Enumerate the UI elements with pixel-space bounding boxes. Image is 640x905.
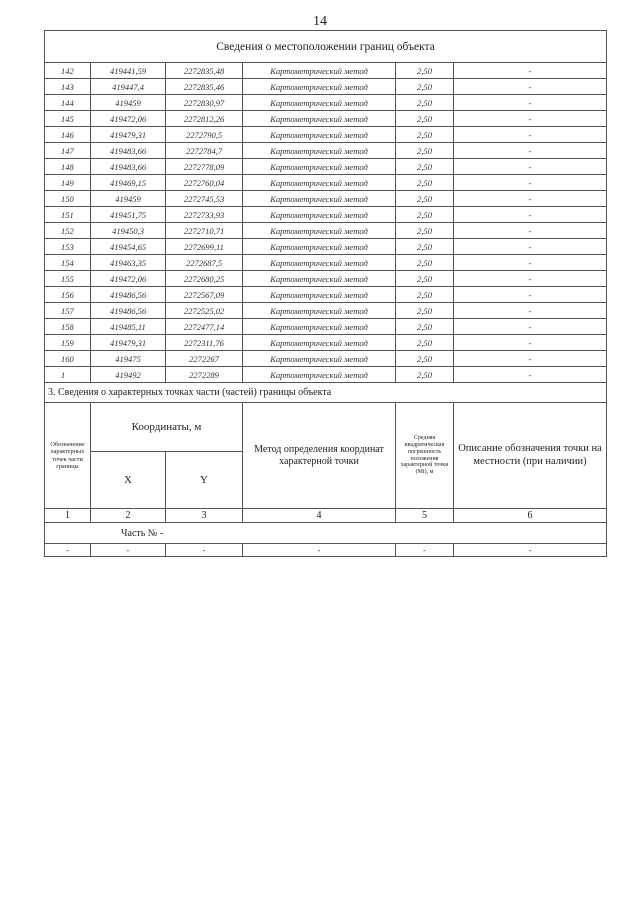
table-row: [45, 287, 607, 303]
cell-coord-y: 2272311,76: [166, 335, 243, 351]
header-y: Y: [166, 452, 243, 509]
cell-description: -: [454, 63, 607, 79]
cell-accuracy: 2,50: [396, 223, 454, 239]
column-number: 3: [166, 509, 243, 523]
cell-coord-x: 419469,15: [91, 175, 166, 191]
cell-point-id: 157: [45, 303, 91, 319]
cell-accuracy: 2,50: [396, 207, 454, 223]
cell-accuracy: 2,50: [396, 159, 454, 175]
cell-point-id: 1: [45, 367, 91, 383]
cell-accuracy: 2,50: [396, 271, 454, 287]
cell-coord-x: 419483,66: [91, 143, 166, 159]
cell-description: -: [454, 287, 607, 303]
cell-method: Картометрический метод: [243, 271, 396, 287]
cell-point-id: 159: [45, 335, 91, 351]
empty-cell: -: [243, 544, 396, 557]
table-row: [45, 95, 607, 111]
cell-coord-y: 2272710,71: [166, 223, 243, 239]
table-row: [45, 79, 607, 95]
table-row: [45, 351, 607, 367]
cell-coord-x: 419447,4: [91, 79, 166, 95]
column-number: 1: [45, 509, 91, 523]
cell-method: Картометрический метод: [243, 63, 396, 79]
cell-description: -: [454, 191, 607, 207]
cell-method: Картометрический метод: [243, 255, 396, 271]
cell-description: -: [454, 239, 607, 255]
cell-coord-x: 419475: [91, 351, 166, 367]
cell-description: -: [454, 111, 607, 127]
cell-description: -: [454, 367, 607, 383]
cell-method: Картометрический метод: [243, 367, 396, 383]
cell-accuracy: 2,50: [396, 111, 454, 127]
cell-point-id: 153: [45, 239, 91, 255]
section3-title: 3. Сведения о характерных точках части (частей) границы объекта: [45, 383, 607, 403]
cell-method: Картометрический метод: [243, 319, 396, 335]
cell-point-id: 150: [45, 191, 91, 207]
table-row: [45, 223, 607, 239]
header-x: X: [91, 452, 166, 509]
cell-point-id: 145: [45, 111, 91, 127]
cell-description: -: [454, 335, 607, 351]
table-row: [45, 271, 607, 287]
cell-coord-y: 2272289: [166, 367, 243, 383]
cell-description: -: [454, 79, 607, 95]
cell-point-id: 149: [45, 175, 91, 191]
cell-accuracy: 2,50: [396, 255, 454, 271]
cell-point-id: 146: [45, 127, 91, 143]
table-row: [45, 207, 607, 223]
cell-description: -: [454, 223, 607, 239]
cell-point-id: 151: [45, 207, 91, 223]
cell-description: -: [454, 159, 607, 175]
cell-coord-y: 2272745,53: [166, 191, 243, 207]
cell-accuracy: 2,50: [396, 95, 454, 111]
cell-method: Картометрический метод: [243, 351, 396, 367]
cell-accuracy: 2,50: [396, 287, 454, 303]
empty-cell: -: [91, 544, 166, 557]
cell-point-id: 143: [45, 79, 91, 95]
cell-coord-x: 419479,31: [91, 335, 166, 351]
boundary-table: [44, 30, 607, 557]
section-title-row: [45, 31, 607, 63]
cell-method: Картометрический метод: [243, 207, 396, 223]
table-row: [45, 319, 607, 335]
cell-accuracy: 2,50: [396, 303, 454, 319]
cell-description: -: [454, 175, 607, 191]
cell-coord-x: 419451,75: [91, 207, 166, 223]
cell-coord-y: 2272567,09: [166, 287, 243, 303]
table-row: [45, 303, 607, 319]
cell-point-id: 152: [45, 223, 91, 239]
cell-coord-y: 2272699,11: [166, 239, 243, 255]
cell-coord-y: 2272790,5: [166, 127, 243, 143]
cell-description: -: [454, 255, 607, 271]
cell-point-id: 158: [45, 319, 91, 335]
cell-coord-x: 419485,11: [91, 319, 166, 335]
cell-coord-x: 419459: [91, 191, 166, 207]
cell-coord-y: 2272477,14: [166, 319, 243, 335]
cell-coord-y: 2272525,02: [166, 303, 243, 319]
header-method: Метод определения координат характерной точки: [243, 403, 396, 509]
empty-cell: -: [454, 544, 607, 557]
cell-method: Картометрический метод: [243, 239, 396, 255]
part-label: Часть № -: [45, 523, 607, 544]
cell-point-id: 156: [45, 287, 91, 303]
empty-cell: -: [396, 544, 454, 557]
cell-coord-y: 2272267: [166, 351, 243, 367]
cell-coord-x: 419472,06: [91, 271, 166, 287]
cell-method: Картометрический метод: [243, 303, 396, 319]
cell-method: Картометрический метод: [243, 175, 396, 191]
cell-point-id: 148: [45, 159, 91, 175]
page-number: 14: [313, 14, 327, 29]
cell-coord-y: 2272812,26: [166, 111, 243, 127]
cell-coord-x: 419459: [91, 95, 166, 111]
table-row: [45, 335, 607, 351]
cell-method: Картометрический метод: [243, 111, 396, 127]
cell-coord-y: 2272778,09: [166, 159, 243, 175]
cell-accuracy: 2,50: [396, 351, 454, 367]
cell-coord-y: 2272835,48: [166, 63, 243, 79]
table-row: [45, 111, 607, 127]
column-number: 4: [243, 509, 396, 523]
table-row: [45, 255, 607, 271]
table-row: [45, 143, 607, 159]
cell-point-id: 154: [45, 255, 91, 271]
cell-description: -: [454, 271, 607, 287]
header-point-designation: Обозначение характерных точек части границы: [45, 403, 91, 509]
table-row: [45, 127, 607, 143]
cell-coord-y: 2272680,25: [166, 271, 243, 287]
cell-accuracy: 2,50: [396, 127, 454, 143]
header-accuracy: Средняя квадратическая погрешность положения характерной точки (Mt), м: [396, 403, 454, 509]
cell-accuracy: 2,50: [396, 239, 454, 255]
cell-coord-y: 2272760,04: [166, 175, 243, 191]
cell-coord-y: 2272835,46: [166, 79, 243, 95]
cell-coord-x: 419463,35: [91, 255, 166, 271]
part-label-row: [45, 523, 607, 544]
cell-description: -: [454, 143, 607, 159]
cell-accuracy: 2,50: [396, 319, 454, 335]
cell-accuracy: 2,50: [396, 335, 454, 351]
table-row: [45, 367, 607, 383]
empty-row: [45, 544, 607, 557]
cell-description: -: [454, 319, 607, 335]
cell-coord-x: 419486,56: [91, 303, 166, 319]
cell-accuracy: 2,50: [396, 367, 454, 383]
cell-coord-x: 419479,31: [91, 127, 166, 143]
cell-coord-x: 419492: [91, 367, 166, 383]
cell-method: Картометрический метод: [243, 335, 396, 351]
cell-method: Картометрический метод: [243, 191, 396, 207]
cell-coord-x: 419483,66: [91, 159, 166, 175]
cell-coord-y: 2272687,5: [166, 255, 243, 271]
column-number: 6: [454, 509, 607, 523]
cell-method: Картометрический метод: [243, 159, 396, 175]
cell-accuracy: 2,50: [396, 63, 454, 79]
cell-coord-x: 419472,06: [91, 111, 166, 127]
empty-cell: -: [45, 544, 91, 557]
cell-method: Картометрический метод: [243, 287, 396, 303]
section-title: Сведения о местоположении границ объекта: [45, 31, 607, 63]
cell-method: Картометрический метод: [243, 143, 396, 159]
table-row: [45, 175, 607, 191]
cell-method: Картометрический метод: [243, 95, 396, 111]
section3-title-row: [45, 383, 607, 403]
cell-coord-y: 2272733,93: [166, 207, 243, 223]
cell-accuracy: 2,50: [396, 175, 454, 191]
cell-point-id: 155: [45, 271, 91, 287]
cell-accuracy: 2,50: [396, 143, 454, 159]
table-row: [45, 159, 607, 175]
cell-description: -: [454, 303, 607, 319]
header-description: Описание обозначения точки на местности (при наличии): [454, 403, 607, 509]
cell-coord-x: 419486,56: [91, 287, 166, 303]
cell-coord-y: 2272784,7: [166, 143, 243, 159]
cell-method: Картометрический метод: [243, 79, 396, 95]
column-number: 2: [91, 509, 166, 523]
empty-cell: -: [166, 544, 243, 557]
cell-coord-x: 419441,59: [91, 63, 166, 79]
cell-description: -: [454, 207, 607, 223]
cell-coord-x: 419450,3: [91, 223, 166, 239]
cell-point-id: 144: [45, 95, 91, 111]
document-table-frame: [44, 30, 606, 557]
column-numbers-row: [45, 509, 607, 523]
cell-method: Картометрический метод: [243, 127, 396, 143]
cell-point-id: 142: [45, 63, 91, 79]
cell-description: -: [454, 351, 607, 367]
table-row: [45, 191, 607, 207]
column-number: 5: [396, 509, 454, 523]
table-row: [45, 239, 607, 255]
header-coordinates: Координаты, м: [91, 403, 243, 452]
cell-method: Картометрический метод: [243, 223, 396, 239]
cell-coord-y: 2272830,97: [166, 95, 243, 111]
cell-accuracy: 2,50: [396, 79, 454, 95]
cell-accuracy: 2,50: [396, 191, 454, 207]
cell-description: -: [454, 127, 607, 143]
cell-description: -: [454, 95, 607, 111]
cell-coord-x: 419454,65: [91, 239, 166, 255]
table-row: [45, 63, 607, 79]
cell-point-id: 160: [45, 351, 91, 367]
section3-header-row: [45, 403, 607, 452]
cell-point-id: 147: [45, 143, 91, 159]
